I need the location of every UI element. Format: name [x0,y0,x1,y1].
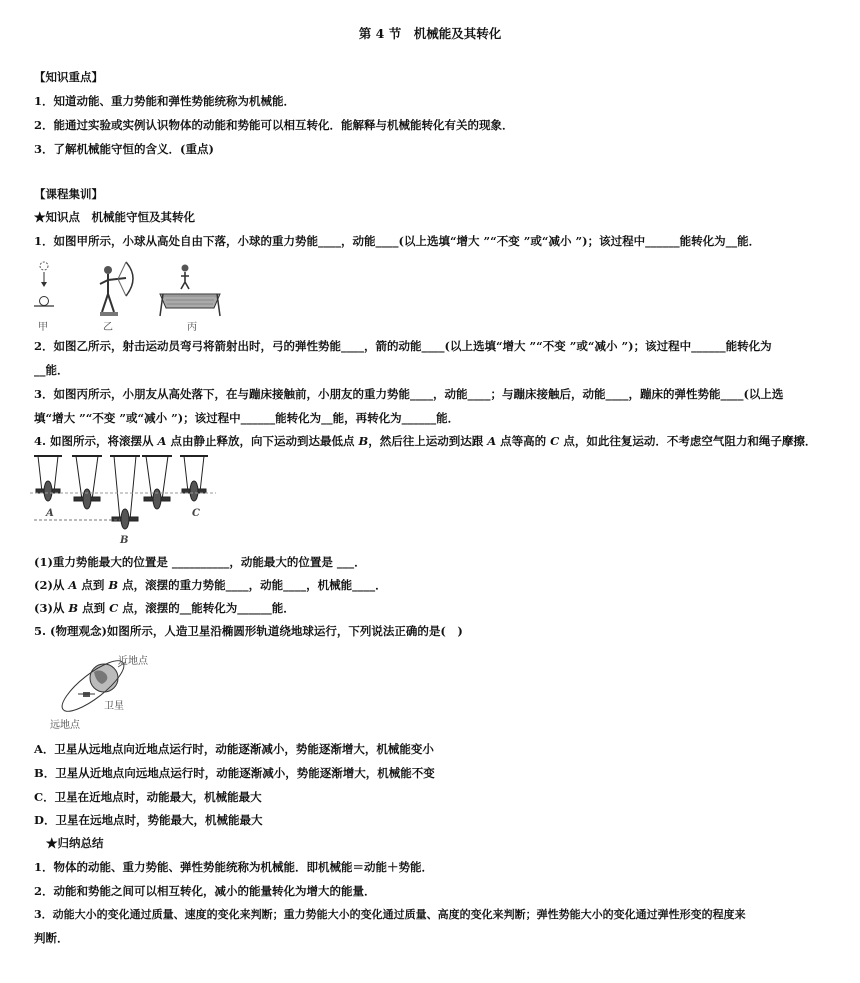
label-apogee: 远地点 [50,720,80,731]
summary-item-2: 2．动能和势能之间可以相互转化，减小的能量转化为增大的能量． [34,884,376,898]
trampoline-figure [160,265,220,317]
pendulum-label-b: B [120,535,129,546]
summary-item-1: 1．物体的动能、重力势能、弹性势能统称为机械能．即机械能＝动能＋势能． [34,860,433,874]
question-5: 5. (物理观念)如图所示，人造卫星沿椭圆形轨道绕地球运行，下列说法正确的是( ) [34,624,463,638]
question-1: 1．如图甲所示，小球从高处自由下落，小球的重力势能____，动能____(以上选填“增大 ”“不变 ”或“减小 ”)；该过程中______能转化为__能． [34,234,761,248]
question-4-part-3: (3)从 B 点到 C 点，滚摆的__能转化为______能． [34,601,295,615]
course-heading: 【课程集训】 [34,187,103,201]
falling-ball-figure [34,262,54,306]
knowledge-item-3: 3．了解机械能守恒的含义．(重点) [34,142,214,156]
archer-figure [100,262,133,316]
question-3-line-1: 3．如图丙所示，小朋友从高处落下，在与蹦床接触前，小朋友的重力势能____，动能____；与蹦床接触后，动能____，蹦床的弹性势能____(以上选 [34,387,784,401]
page-title: 第 4 节 机械能及其转化 [358,26,502,41]
question-3-line-2: 填“增大 ”“不变 ”或“减小 ”)；该过程中______能转化为__能，再转化为______能． [34,411,460,425]
figure-label-jia: 甲 [38,322,48,333]
figure-1-illustrations [30,256,230,332]
label-satellite: 卫星 [104,701,124,712]
figure-label-yi: 乙 [103,322,113,333]
summary-heading: ★归纳总结 [46,836,104,850]
question-4-part-1: (1)重力势能最大的位置是 __________，动能最大的位置是 ___． [34,555,366,569]
option-c: C．卫星在近地点时，动能最大，机械能最大 [34,790,262,804]
pendulum-label-a: A [46,508,54,519]
knowledge-heading: 【知识重点】 [34,70,103,84]
question-2-line-2: __能． [34,363,69,377]
figure-label-bing: 丙 [187,322,197,333]
option-b: B．卫星从近地点向远地点运行时，动能逐渐减小，势能逐渐增大，机械能不变 [34,766,435,780]
knowledge-item-2: 2．能通过实验或实例认识物体的动能和势能可以相互转化．能解释与机械能转化有关的现象． [34,118,514,132]
question-4-part-2: (2)从 A 点到 B 点，滚摆的重力势能____，动能____，机械能____． [34,578,387,592]
knowledge-item-1: 1．知道动能、重力势能和弹性势能统称为机械能． [34,94,295,108]
pendulum-label-c: C [192,508,200,519]
option-a: A．卫星从远地点向近地点运行时，动能逐渐减小，势能逐渐增大，机械能变小 [34,742,434,756]
option-d: D．卫星在远地点时，势能最大，机械能最大 [34,813,263,827]
question-4: 4. 如图所示，将滚摆从 A 点由静止释放，向下运动到达最低点 B，然后往上运动到达跟 A 点等高的 C 点，如此往复运动．不考虑空气阻力和绳子摩擦． [34,434,817,448]
summary-item-3-line-2: 判断． [34,931,69,945]
question-2-line-1: 2．如图乙所示，射击运动员弯弓将箭射出时，弓的弹性势能____，箭的动能____(以上选填“增大 ”“不变 ”或“减小 ”)；该过程中______能转化为 [34,339,772,353]
label-perigee: 近地点 [118,656,148,667]
summary-item-3-line-1: 3．动能大小的变化通过质量、速度的变化来判断；重力势能大小的变化通过质量、高度的变化来判断；弹性势能大小的变化通过弹性形变的程度来 [34,908,746,921]
knowledge-point: ★知识点 机械能守恒及其转化 [34,210,195,224]
maxwell-pendulum-figure [30,452,220,548]
